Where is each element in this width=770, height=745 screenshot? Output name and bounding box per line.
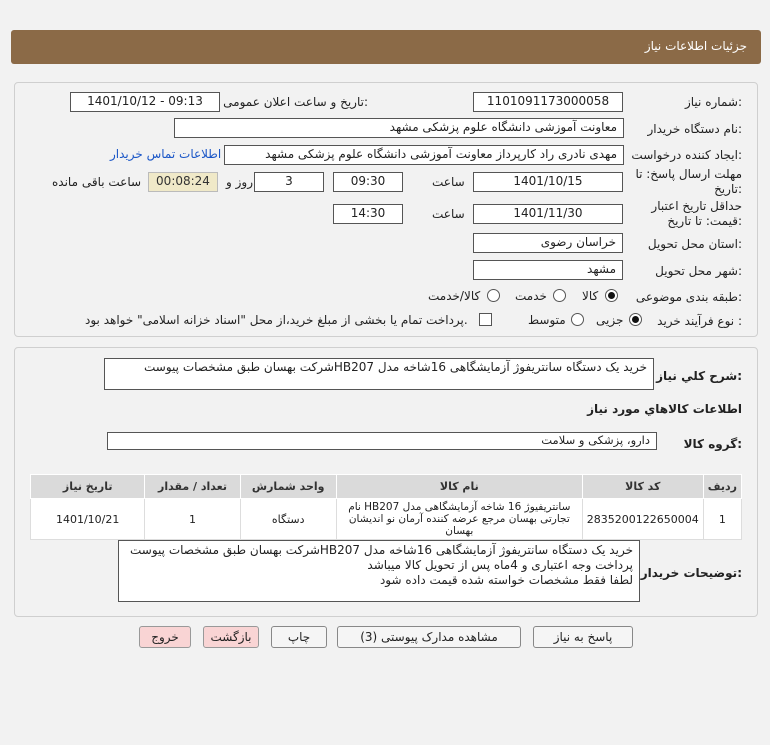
validity-label-line2: قیمت: تا تاریخ: [667, 214, 742, 228]
back-button[interactable]: بازگشت [203, 626, 259, 648]
validity-label-line1: حداقل تاریخ اعتبار [651, 199, 742, 213]
buyer-notes-field [118, 540, 640, 602]
buyer-notes-line2: پرداخت وجه اعتباری و 4ماه پس از تحویل کالا میباشد [367, 558, 633, 572]
category-radio-goods[interactable] [605, 289, 618, 302]
goods-table-header [31, 475, 742, 499]
province-field: خراسان رضوی [473, 233, 623, 253]
remaining-label: ساعت باقی مانده [52, 175, 142, 189]
deadline-time-field: 09:30 [333, 172, 403, 192]
need-number-field: 1101091173000058 [473, 92, 623, 112]
col-row: ردیف [703, 475, 741, 499]
days-label: روز و [226, 175, 253, 189]
goods-table [30, 474, 742, 540]
validity-date-field: 1401/11/30 [473, 204, 623, 224]
treasury-payment-note: پرداخت تمام یا بخشی از مبلغ خرید،از محل "اسناد خزانه اسلامی" خواهد بود. [85, 313, 468, 327]
process-option-minor: جزیی [596, 313, 624, 327]
goods-info-heading: اطلاعات کالاهاي مورد نياز [587, 402, 742, 416]
col-unit: واحد شمارش [240, 475, 336, 499]
announce-field: 1401/10/12 - 09:13 [70, 92, 220, 112]
cell-qty: 1 [145, 499, 240, 540]
deadline-label-line1: مهلت ارسال پاسخ: تا [635, 167, 742, 181]
cell-name: سانتریفیوژ 16 شاخه آزمایشگاهی مدل HB207 نام تجارتی بهسان مرجع عرضه کننده آرمان نو اندیشان بهسان [336, 499, 582, 540]
category-radio-goods-service[interactable] [487, 289, 500, 302]
remaining-timer: 00:08:24 [148, 172, 218, 192]
cell-code: 2835200122650004 [582, 499, 703, 540]
need-number-label: شماره نیاز: [684, 95, 742, 109]
page-header [11, 30, 761, 64]
table-row [31, 499, 742, 540]
page-title: جزئیات اطلاعات نیاز [644, 39, 747, 53]
validity-time-label: ساعت [432, 207, 465, 221]
goods-group-field: دارو، پزشکی و سلامت [107, 432, 657, 450]
category-label: طبقه بندی موضوعی: [635, 290, 742, 304]
validity-time-field: 14:30 [333, 204, 403, 224]
summary-label: شرح کلي نياز: [656, 369, 742, 383]
summary-field: خرید یک دستگاه سانتریفوژ آزمایشگاهی 16شاخه مدل HB207شرکت بهسان طبق مشخصات پیوست [104, 358, 654, 390]
cell-date: 1401/10/21 [31, 499, 145, 540]
cell-row: 1 [703, 499, 741, 540]
process-option-medium: متوسط [528, 313, 566, 327]
deadline-label-line2: تاریخ: [714, 182, 742, 196]
city-label: شهر محل تحویل: [655, 264, 742, 278]
days-field: 3 [254, 172, 324, 192]
province-label: استان محل تحویل: [647, 237, 742, 251]
goods-group-label: گروه کالا: [683, 437, 742, 451]
buyer-contact-link[interactable]: اطلاعات تماس خریدار [110, 147, 222, 161]
category-option-goods-service: کالا/خدمت [428, 289, 481, 303]
deadline-label [635, 167, 742, 197]
category-option-service: خدمت [515, 289, 547, 303]
creator-field: مهدی نادری راد کارپرداز معاونت آموزشی دانشگاه علوم پزشکی مشهد [224, 145, 624, 165]
buyer-notes-label: توضیحات خریدار: [640, 566, 742, 580]
col-code: کد کالا [582, 475, 703, 499]
buyer-org-field: معاونت آموزشی دانشگاه علوم پزشکی مشهد [174, 118, 624, 138]
process-label: نوع فرآیند خرید : [657, 314, 742, 328]
treasury-payment-checkbox[interactable] [479, 313, 492, 326]
city-field: مشهد [473, 260, 623, 280]
process-radio-minor[interactable] [629, 313, 642, 326]
announce-label: تاریخ و ساعت اعلان عمومی: [223, 95, 368, 109]
col-date: تاریخ نیاز [31, 475, 145, 499]
cell-unit: دستگاه [240, 499, 336, 540]
reply-button[interactable]: پاسخ به نیاز [533, 626, 633, 648]
creator-label: ایجاد کننده درخواست: [631, 148, 742, 162]
category-radio-service[interactable] [553, 289, 566, 302]
deadline-time-label: ساعت [432, 175, 465, 189]
attachments-button[interactable]: مشاهده مدارک پیوستی (3) [337, 626, 521, 648]
col-qty: تعداد / مقدار [145, 475, 240, 499]
category-option-goods: کالا [582, 289, 599, 303]
col-name: نام کالا [336, 475, 582, 499]
validity-label [651, 199, 742, 229]
buyer-notes-line3: لطفا فقط مشخصات خواسته شده قیمت داده شود [379, 573, 633, 587]
exit-button[interactable]: خروج [139, 626, 191, 648]
process-radio-medium[interactable] [571, 313, 584, 326]
buyer-notes-line1: خرید یک دستگاه سانتریفوژ آزمایشگاهی 16شاخه مدل HB207شرکت بهسان طبق مشخصات پیوست [130, 543, 633, 557]
buyer-org-label: نام دستگاه خریدار: [647, 122, 742, 136]
print-button[interactable]: چاپ [271, 626, 327, 648]
deadline-date-field: 1401/10/15 [473, 172, 623, 192]
